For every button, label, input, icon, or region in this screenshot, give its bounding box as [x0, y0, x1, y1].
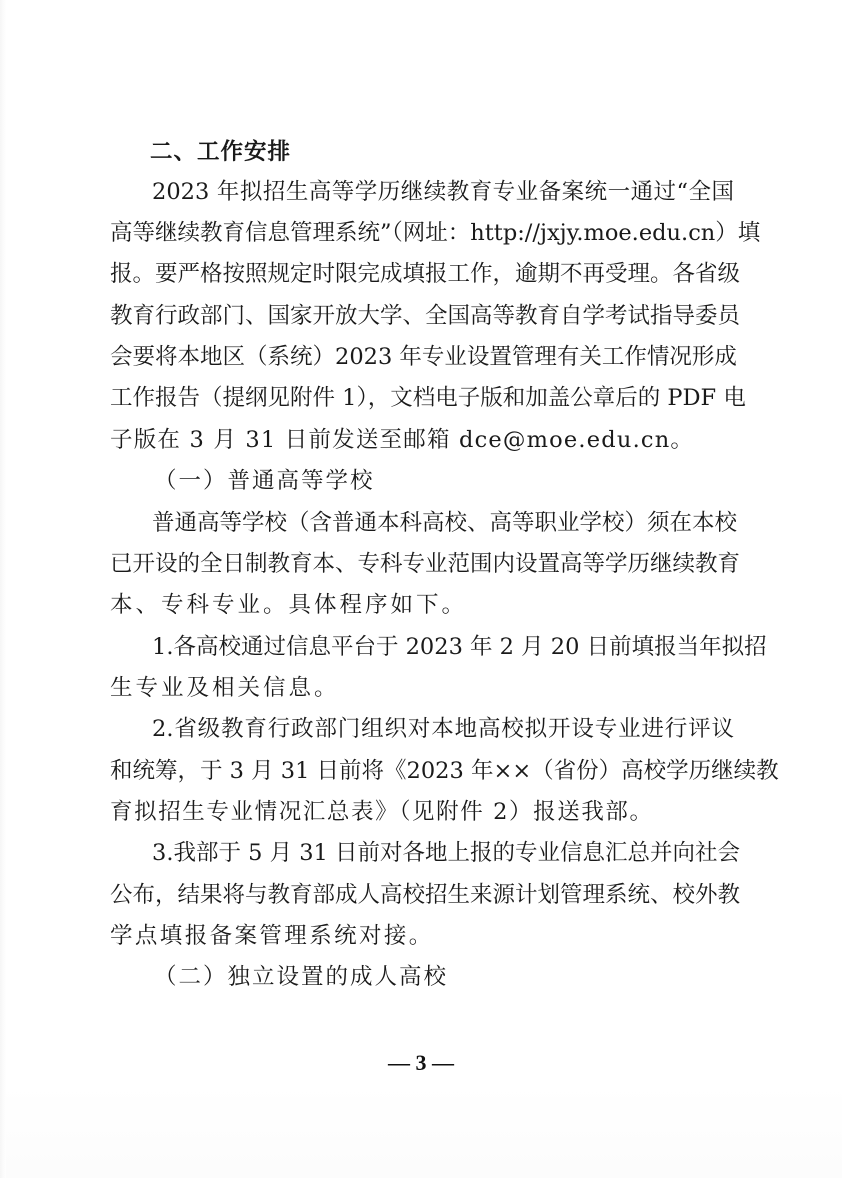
subsection-paragraph-line: 本、专科专业。具体程序如下。	[110, 592, 468, 618]
page-number: — 3 —	[388, 1050, 454, 1075]
list-item-line: 2.省级教育行政部门组织对本地高校拟开设专业进行评议	[152, 716, 734, 742]
intro-paragraph-line: 高等继续教育信息管理系统”（网址：http://jxjy.moe.edu.cn）填	[110, 220, 761, 246]
list-item-line: 学点填报备案管理系统对接。	[110, 923, 434, 949]
intro-paragraph-line: 报。要严格按照规定时限完成填报工作，逾期不再受理。各省级	[110, 261, 741, 287]
intro-paragraph-line: 2023 年拟招生高等学历继续教育专业备案统一通过“全国	[152, 179, 734, 205]
list-item-line: 育拟招生专业情况汇总表》（见附件 2）报送我部。	[110, 799, 654, 825]
list-item-line: 公布，结果将与教育部成人高校招生来源计划管理系统、校外教	[110, 882, 741, 908]
intro-paragraph-line: 会要将本地区（系统）2023 年专业设置管理有关工作情况形成	[110, 344, 737, 370]
intro-paragraph-line: 工作报告（提纲见附件 1），文档电子版和加盖公章后的 PDF 电	[110, 385, 746, 411]
subsection-heading: （二）独立设置的成人高校	[154, 964, 449, 990]
list-item-line: 1.各高校通过信息平台于 2023 年 2 月 20 日前填报当年拟招	[152, 634, 767, 660]
section-heading: 二、工作安排	[150, 139, 292, 165]
intro-paragraph-line: 教育行政部门、国家开放大学、全国高等教育自学考试指导委员	[110, 303, 741, 329]
list-item-line: 和统筹，于 3 月 31 日前将《2023 年××（省份）高校学历继续教	[110, 758, 779, 784]
list-item-line: 3.我部于 5 月 31 日前对各地上报的专业信息汇总并向社会	[152, 840, 741, 866]
subsection-heading: （一）普通高等学校	[154, 468, 375, 494]
list-item-line: 生专业及相关信息。	[110, 675, 340, 701]
intro-paragraph-line: 子版在 3 月 31 日前发送至邮箱 dce@moe.edu.cn。	[110, 427, 695, 453]
subsection-paragraph-line: 普通高等学校（含普通本科高校、高等职业学校）须在本校	[152, 510, 738, 536]
subsection-paragraph-line: 已开设的全日制教育本、专科专业范围内设置高等学历继续教育	[110, 551, 741, 577]
